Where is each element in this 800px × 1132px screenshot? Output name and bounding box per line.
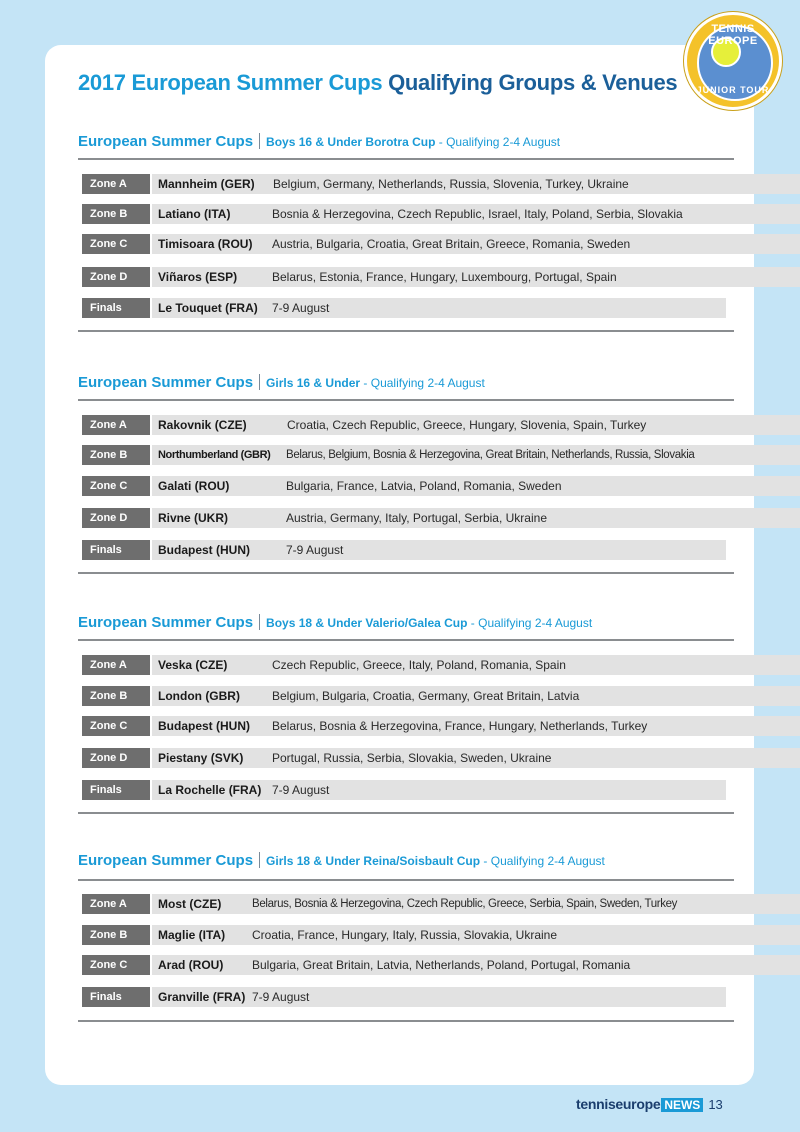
zone-label: Zone A [82, 894, 150, 914]
zone-label: Zone A [82, 174, 150, 194]
section-header [78, 614, 734, 636]
zone-row [82, 686, 800, 706]
zone-label: Zone D [82, 267, 150, 287]
zone-venue: Northumberland (GBR) [158, 449, 271, 461]
zone-row [82, 508, 800, 528]
zone-venue: London (GBR) [158, 689, 240, 703]
zone-label: Zone C [82, 955, 150, 975]
zone-label: Zone C [82, 476, 150, 496]
zone-venue: Maglie (ITA) [158, 928, 226, 942]
zone-row [82, 445, 800, 465]
zone-venue: Arad (ROU) [158, 958, 224, 972]
section-bottom-rule [78, 330, 734, 332]
finals-label: Finals [82, 298, 150, 318]
section-bottom-rule [78, 812, 734, 814]
zone-row [82, 476, 800, 496]
zone-venue: Timisoara (ROU) [158, 237, 253, 251]
zone-countries: Austria, Germany, Italy, Portugal, Serbia, Ukraine [286, 511, 547, 525]
zone-countries: Belgium, Bulgaria, Croatia, Germany, Great Britain, Latvia [272, 689, 580, 703]
section-top-rule [78, 399, 734, 401]
finals-venue: Granville (FRA) [158, 990, 246, 1004]
zone-venue: Veska (CZE) [158, 658, 228, 672]
section-brand: European Summer Cups [78, 614, 254, 631]
zone-countries: Belarus, Estonia, France, Hungary, Luxembourg, Portugal, Spain [272, 270, 617, 284]
zone-countries: Bosnia & Herzegovina, Czech Republic, Israel, Italy, Poland, Serbia, Slovakia [272, 207, 683, 221]
section-header [78, 133, 734, 155]
finals-venue: Budapest (HUN) [158, 543, 250, 557]
zone-label: Zone B [82, 445, 150, 465]
zone-row [82, 267, 800, 287]
section-top-rule [78, 879, 734, 881]
zone-countries: Bulgaria, Great Britain, Latvia, Netherlands, Poland, Portugal, Romania [252, 958, 631, 972]
zone-label: Zone D [82, 508, 150, 528]
finals-dates: 7-9 August [252, 990, 310, 1004]
footer-branding [576, 1096, 723, 1116]
finals-row [82, 780, 800, 800]
footer-news-badge: NEWS [661, 1098, 703, 1112]
section-brand: European Summer Cups [78, 133, 254, 150]
zone-label: Zone B [82, 925, 150, 945]
zone-row [82, 894, 800, 914]
finals-label: Finals [82, 780, 150, 800]
section-qualifying-dates: - Qualifying 2-4 August [360, 376, 485, 390]
zone-venue: Mannheim (GER) [158, 177, 255, 191]
zone-label: Zone D [82, 748, 150, 768]
finals-venue: La Rochelle (FRA) [158, 783, 262, 797]
zone-row [82, 748, 800, 768]
header-divider [259, 852, 260, 868]
header-divider [259, 614, 260, 630]
logo-bottom-text: JUNIOR TOUR [696, 85, 770, 95]
zone-countries: Portugal, Russia, Serbia, Slovakia, Sweden, Ukraine [272, 751, 552, 765]
zone-countries: Belarus, Belgium, Bosnia & Herzegovina, Great Britain, Netherlands, Russia, Slovakia [286, 449, 695, 461]
zone-label: Zone C [82, 234, 150, 254]
zone-venue: Galati (ROU) [158, 479, 230, 493]
finals-label: Finals [82, 540, 150, 560]
page-number: 13 [708, 1097, 723, 1112]
section-cup-name: Boys 16 & Under Borotra Cup [266, 135, 436, 149]
finals-label: Finals [82, 987, 150, 1007]
section-top-rule [78, 639, 734, 641]
section-qualifying-dates: - Qualifying 2-4 August [480, 854, 605, 868]
zone-row [82, 655, 800, 675]
zone-countries: Czech Republic, Greece, Italy, Poland, Romania, Spain [272, 658, 566, 672]
zone-countries: Austria, Bulgaria, Croatia, Great Britain, Greece, Romania, Sweden [272, 237, 631, 251]
zone-label: Zone C [82, 716, 150, 736]
finals-dates: 7-9 August [272, 301, 330, 315]
zone-countries: Belarus, Bosnia & Herzegovina, Czech Republic, Greece, Serbia, Spain, Sweden, Turkey [252, 898, 678, 910]
section-qualifying-dates: - Qualifying 2-4 August [467, 616, 593, 630]
page-title [78, 70, 677, 96]
zone-row [82, 925, 800, 945]
zone-row [82, 415, 800, 435]
zone-venue: Piestany (SVK) [158, 751, 244, 765]
title-part-2: Qualifying Groups & Venues [388, 70, 678, 95]
section-brand: European Summer Cups [78, 374, 254, 391]
zone-label: Zone A [82, 655, 150, 675]
section-bottom-rule [78, 572, 734, 574]
finals-row [82, 987, 800, 1007]
zone-countries: Croatia, Czech Republic, Greece, Hungary, Slovenia, Spain, Turkey [287, 418, 647, 432]
zone-countries: Croatia, France, Hungary, Italy, Russia, Slovakia, Ukraine [252, 928, 558, 942]
zone-row [82, 234, 800, 254]
finals-dates: 7-9 August [286, 543, 344, 557]
section-cup-name: Girls 18 & Under Reina/Soisbault Cup [266, 854, 481, 868]
tennis-europe-junior-tour-logo [684, 12, 782, 110]
title-part-1: 2017 European Summer Cups [78, 70, 383, 95]
zone-row [82, 955, 800, 975]
section-header [78, 374, 734, 396]
logo-top-text: TENNIS EUROPE [708, 23, 758, 47]
zone-venue: Most (CZE) [158, 897, 222, 911]
zone-row [82, 174, 800, 194]
zone-venue: Viñaros (ESP) [158, 270, 238, 284]
section-header [78, 852, 734, 874]
zone-venue: Rakovnik (CZE) [158, 418, 247, 432]
zone-label: Zone B [82, 686, 150, 706]
zone-countries: Belarus, Bosnia & Herzegovina, France, Hungary, Netherlands, Turkey [272, 719, 648, 733]
section-top-rule [78, 158, 734, 160]
zone-label: Zone A [82, 415, 150, 435]
section-cup-name: Boys 18 & Under Valerio/Galea Cup [266, 616, 468, 630]
zone-row [82, 204, 800, 224]
zone-countries: Belgium, Germany, Netherlands, Russia, Slovenia, Turkey, Ukraine [273, 177, 629, 191]
zone-label: Zone B [82, 204, 150, 224]
section-bottom-rule [78, 1020, 734, 1022]
section-brand: European Summer Cups [78, 852, 254, 869]
finals-venue: Le Touquet (FRA) [158, 301, 258, 315]
header-divider [259, 374, 260, 390]
finals-dates: 7-9 August [272, 783, 330, 797]
zone-venue: Latiano (ITA) [158, 207, 231, 221]
section-qualifying-dates: - Qualifying 2-4 August [435, 135, 561, 149]
finals-row [82, 540, 800, 560]
finals-row [82, 298, 800, 318]
header-divider [259, 133, 260, 149]
zone-venue: Rivne (UKR) [158, 511, 229, 525]
zone-row [82, 716, 800, 736]
footer-brand-name: tenniseurope [576, 1096, 661, 1112]
section-cup-name: Girls 16 & Under [266, 376, 361, 390]
zone-countries: Bulgaria, France, Latvia, Poland, Romania, Sweden [286, 479, 562, 493]
zone-venue: Budapest (HUN) [158, 719, 250, 733]
